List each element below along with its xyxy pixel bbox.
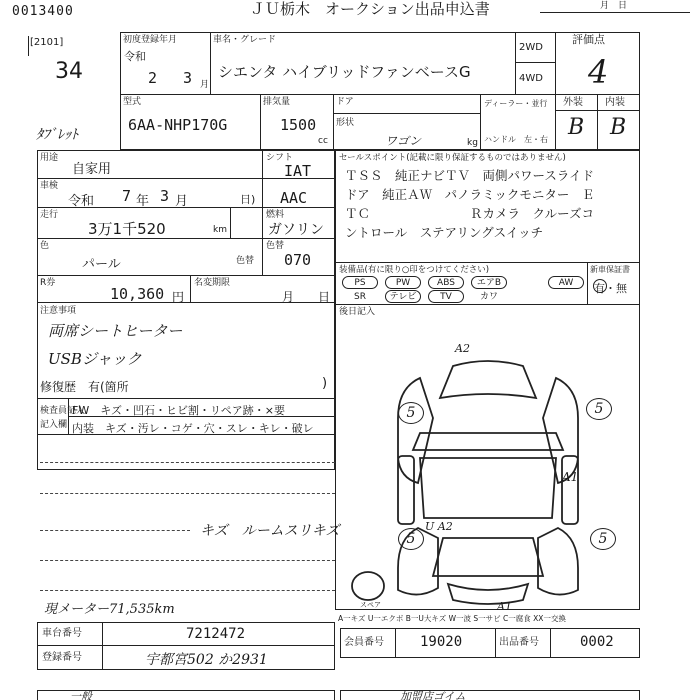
windshield-area <box>413 433 563 450</box>
chassis-label: 車台番号 <box>42 628 82 639</box>
grade-label: 評価点 <box>572 33 605 46</box>
spare-label: スペア <box>360 601 381 609</box>
body-value: ワゴン <box>385 134 422 148</box>
warranty-circle <box>593 279 607 293</box>
door-label: ドア <box>336 97 354 107</box>
first-reg-month: 3 <box>183 69 193 87</box>
row-divider <box>37 398 335 399</box>
interior-score: B <box>610 115 627 140</box>
odometer-note: 現メーター71,535km <box>44 602 175 617</box>
first-reg-label: 初度登録年月 <box>123 35 178 45</box>
exhibit-label: 出品番号 <box>499 637 539 648</box>
footer-right-note: 加盟店ゴイム <box>400 690 466 700</box>
inspector-row-1: FW キズ・凹石・ヒビ割・リペア跡・×要 <box>72 404 285 417</box>
color-code-label: 色替 <box>236 256 255 266</box>
displacement-label: 排気量 <box>263 97 291 107</box>
mileage-value: 3万1千520 <box>88 220 166 238</box>
equip-airbag: エアB <box>471 276 507 289</box>
col-divider <box>480 94 481 150</box>
dashed-line <box>40 493 335 494</box>
drive-divider <box>515 62 555 63</box>
lot-number: 34 <box>55 59 83 84</box>
name-change-day: 日 <box>318 290 331 304</box>
handle-label: ハンドル 左・右 <box>484 135 548 144</box>
recycle-label: R券 <box>40 278 56 288</box>
name-change-label: 名変期限 <box>194 278 231 288</box>
color-code-small: 色替 <box>266 241 285 251</box>
right-rear-fender <box>538 528 578 595</box>
rear-window <box>433 538 543 576</box>
equipment-label: 装備品(有に限り○印をつけてください) <box>339 265 490 275</box>
row-divider <box>335 262 640 263</box>
warranty-value: 有・無 <box>594 282 627 295</box>
drive-4wd: 4WD <box>519 73 543 84</box>
inspection-era: 令和 <box>68 194 95 209</box>
equip-leather: カワ <box>479 292 498 302</box>
mark-right-rear: 5 <box>590 528 616 550</box>
first-reg-year: 2 <box>148 69 158 87</box>
inspector-label: 検査員記入 <box>40 406 86 416</box>
fuel-label: 燃料 <box>266 210 285 220</box>
ac-value: AAC <box>280 189 308 207</box>
dealer-label: ディーラー・並行 <box>484 99 548 108</box>
document-number: 0013400 <box>12 4 74 19</box>
col-divider <box>495 628 496 658</box>
score-col-divider <box>597 94 598 150</box>
equip-abs: ABS <box>428 276 464 289</box>
equip-tv-jp: テレビ <box>385 290 421 303</box>
equip-aw: AW <box>548 276 584 289</box>
col-divider <box>555 32 556 150</box>
left-front-fender <box>398 378 433 483</box>
recycle-unit: 円 <box>172 290 185 304</box>
warranty-label: 新車保証書 <box>590 265 630 274</box>
first-reg-month-unit: 月 <box>200 80 210 90</box>
selling-line-3: ＴＣ Ｒカメラ クルーズコ <box>345 206 595 221</box>
fuel-value: ガソリン <box>268 222 324 238</box>
drive-2wd: 2WD <box>519 42 543 53</box>
dashed-line <box>40 560 335 561</box>
inspection-month: 3 <box>160 187 170 205</box>
inspector-label-2: 記入欄 <box>40 420 68 430</box>
selling-line-2: ドア 純正ＡＷ パノラミックモニター Ｅ <box>345 187 595 202</box>
shift-label: シフト <box>266 153 294 163</box>
inspection-year-unit: 年 <box>136 194 150 209</box>
roof-panel <box>420 458 556 518</box>
mileage-label: 走行 <box>40 210 59 220</box>
col-divider <box>260 94 261 150</box>
inspector-comment: キズ ルームスリキズ <box>200 523 340 539</box>
notes-line-2: USBジャック <box>48 350 142 368</box>
row-divider <box>335 304 640 305</box>
member-label: 会員番号 <box>344 637 384 648</box>
footer-right-box <box>340 690 640 700</box>
car-damage-diagram <box>338 338 638 610</box>
weight-unit: kg <box>467 138 478 148</box>
footer-left-note: 一般 <box>70 690 92 700</box>
mark-right-mid: A1 <box>562 470 579 484</box>
mark-top: A2 <box>455 342 470 355</box>
notes-line-1: 両席シートヒーター <box>48 322 183 340</box>
exterior-score: B <box>568 115 585 140</box>
inspector-row-2: 内装 キズ・汚レ・コゲ・穴・スレ・キレ・破レ <box>72 422 314 435</box>
exterior-label: 外装 <box>563 97 583 108</box>
col-divider <box>333 94 334 150</box>
grade-value: 4 <box>588 53 609 91</box>
notes-line-3: 修復歴 有(箇所 <box>40 380 129 394</box>
shift-value: IAT <box>284 162 312 180</box>
dashed-line <box>40 530 190 531</box>
mileage-unit: km <box>213 225 227 235</box>
col-divider <box>190 275 191 302</box>
chassis-value: 7212472 <box>186 626 246 642</box>
model-label: 型式 <box>123 97 142 107</box>
registration-label: 登録番号 <box>42 652 82 663</box>
color-label: 色 <box>40 241 50 251</box>
row-divider <box>333 113 480 114</box>
dashed-line <box>40 590 335 591</box>
dashed-line <box>40 462 335 463</box>
member-value: 19020 <box>420 634 463 650</box>
selling-line-1: ＴＳＳ 純正ナビＴＶ 両側パワースライド <box>345 168 595 183</box>
damage-legend: A一キズ U一エクボ B一U大キズ W一波 S一サビ C一腐食 XX一交換 <box>338 614 566 623</box>
col-divider <box>102 622 103 670</box>
col-divider <box>262 150 263 275</box>
after-label: 後日記入 <box>339 307 376 317</box>
displacement-value: 1500 <box>280 116 317 134</box>
selling-points-label: セールスポイント(記載に限り保証するものではありません) <box>339 153 566 163</box>
inspection-month-unit: 月 <box>175 194 189 209</box>
equip-ps: PS <box>342 276 378 289</box>
name-change-month: 月 <box>282 290 295 304</box>
front-hood-shape <box>440 361 536 398</box>
left-tick <box>28 36 29 56</box>
notes-close: ) <box>322 376 328 391</box>
mark-bottom: A1 <box>497 600 512 613</box>
registration-value: 宇都宮502 か2931 <box>145 652 268 668</box>
usage-value: 自家用 <box>72 162 112 177</box>
usage-label: 用途 <box>40 153 59 163</box>
row-divider <box>37 645 335 646</box>
inspection-label: 車検 <box>40 181 59 191</box>
page-title: ＪＵ栃木 オークション出品申込書 <box>250 0 490 18</box>
col-divider <box>210 32 211 94</box>
mark-left-front: 5 <box>398 402 424 424</box>
right-front-fender <box>543 378 578 483</box>
selling-line-4: ントロール ステアリングスイッチ <box>345 225 544 240</box>
row-divider <box>37 275 335 276</box>
equip-tv: TV <box>428 290 464 303</box>
first-reg-era: 令和 <box>124 50 146 63</box>
notes-label: 注意事項 <box>40 306 77 316</box>
mark-left-rear: 5 <box>398 528 424 550</box>
interior-label: 内装 <box>605 97 625 108</box>
exhibit-value: 0002 <box>580 634 614 650</box>
model-value: 6AA-NHP170G <box>128 116 228 134</box>
rear-bumper <box>448 584 528 604</box>
displacement-unit: cc <box>318 136 328 146</box>
col-divider <box>515 32 516 94</box>
row-divider <box>120 94 640 95</box>
color-value: パール <box>82 257 121 272</box>
recycle-value: 10,360 <box>110 285 165 303</box>
lot-handwritten-note: ﾀﾌﾞﾚｯﾄ <box>36 127 78 143</box>
inspection-year: 7 <box>122 187 132 205</box>
col-divider <box>395 628 396 658</box>
col-divider <box>230 207 231 238</box>
mark-center: U A2 <box>425 520 453 533</box>
header-date: 月 日 <box>600 1 628 11</box>
lot-code: [2101] <box>30 37 64 48</box>
vehicle-name-label: 車名・グレード <box>213 35 277 45</box>
vehicle-name: シエンタ ハイブリッドファンベースG <box>218 63 471 81</box>
equip-sr: SR <box>354 292 366 302</box>
col-divider <box>587 262 588 304</box>
col-divider <box>550 628 551 658</box>
body-label: 形状 <box>336 118 355 128</box>
inspection-day-unit: 日) <box>240 193 256 206</box>
color-code-value: 070 <box>284 251 312 269</box>
equip-pw: PW <box>385 276 421 289</box>
mark-right-front: 5 <box>586 398 612 420</box>
spare-tire <box>352 572 384 600</box>
header-underline <box>540 12 690 13</box>
